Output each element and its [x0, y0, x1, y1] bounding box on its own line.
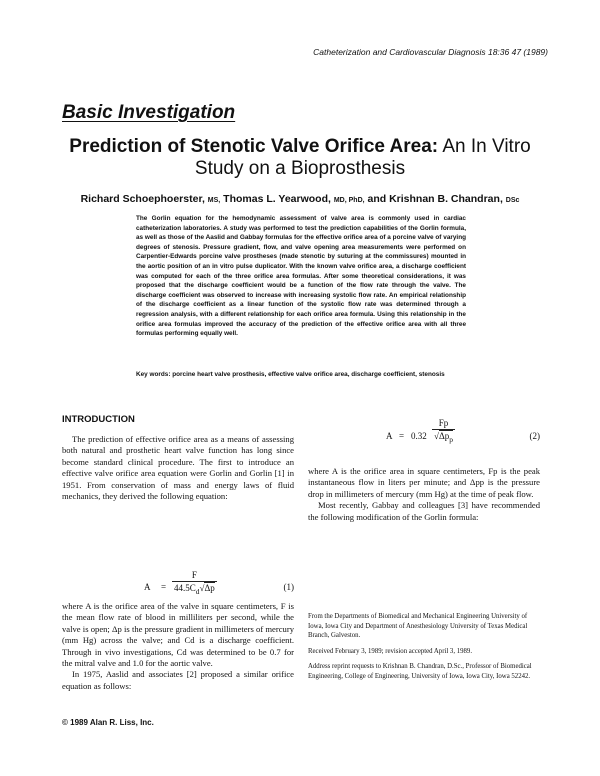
equation-lhs: A: [144, 582, 151, 592]
author-name: Thomas L. Yearwood,: [223, 193, 331, 205]
body-paragraph: The prediction of effective orifice area as a means of assessing both natural and prosthetic heart valve function has long since become standard clinical procedure. The first to introduce an effective valve orifice area equation were Gorlin and Gorlin [1] in 1951. From conservation of mass and energy laws of fluid mechanics, they derived the following equation:: [62, 434, 294, 502]
equation-denominator: $44.5C_d√\Delta p$: [174, 583, 215, 596]
equation-fraction: [172, 570, 217, 596]
copyright-notice: © 1989 Alan R. Liss, Inc.: [62, 718, 154, 727]
equation-fraction: [432, 418, 455, 444]
body-paragraph: where A is the orifice area in square centimeters, Fp is the peak instantaneous flow in liters per minute; and Δpp is the pressure drop in millimeters of mercury (mm Hg) at the time of peak flow.: [308, 466, 540, 499]
intro-column-right: [308, 466, 540, 523]
footnote-reprint: Address reprint requests to Krishnan B. Chandran, D.Sc., Professor of Biomedical Engineering, College of Engineering, University of Iowa, Iowa City, Iowa 52242.: [308, 663, 532, 680]
author-name: Krishnan B. Chandran,: [389, 193, 503, 205]
author-name: Richard Schoephoerster,: [80, 193, 205, 205]
article-title: [40, 136, 560, 180]
footnotes: [308, 612, 540, 688]
equation-lhs: A: [386, 431, 393, 441]
keywords: Key words: porcine heart valve prosthesis, effective valve orifice area, discharge coefficient, stenosis: [136, 371, 445, 378]
equation-numerator: F: [191, 570, 197, 580]
author-conjunction: and: [367, 193, 387, 205]
body-paragraph: Most recently, Gabbay and colleagues [3] have recommended the following modification of the Gorlin formula:: [308, 500, 540, 522]
body-paragraph: In 1975, Aaslid and associates [2] proposed a similar orifice equation as follows:: [62, 669, 294, 691]
title-bold-part: Prediction of Stenotic Valve Orifice Area:: [69, 136, 439, 157]
body-paragraph: where A is the orifice area of the valve in square centimeters, F is the mean flow rate of blood in milliliters per second, while the valve is open; Δp is the pressure gradient in millimeters of mercury (mm Hg) across the valve; and Cd is a discharge coefficient. Through in vivo investigations, Cd was determined to be 0.7 for the mitral valve and 1.0 for the aortic valve.: [62, 601, 294, 669]
equation-number: (2): [529, 431, 540, 441]
abstract: The Gorlin equation for the hemodynamic assessment of valve area is commonly used in cardiac catheterization laboratories. A study was performed to test the prediction capabilities of the Gorlin formula, as well as those of the Aaslid and Gabbay formulas for the effective orifice area of a porcine valve of varying degrees of stenosis. Pressure gradient, flow, and valve opening area measurements were performed on Carpentier-Edwards porcine valve prostheses (made stenotic by suturing at the commissures) mounted in the aortic position of an in vitro pulse duplicator. With the known valve orifice area, a discharge coefficient was computed for each of the three orifice area formulas. After some theoretical considerations, it was proposed that the discharge coefficient would be a function of the flow rate through the valve. The discharge coefficient was observed to increase with increasing systolic flow rate. An empirical relationship of the discharge coefficient as a linear function of the systolic flow rate was determined through a regression analysis, with a different relationship for each orifice area formula. Using this relationship in the orifice area formulas improved the accuracy of the prediction of the effective orifice area with all three formulas performing equally well.: [136, 215, 466, 338]
equation-1: A = $\frac{F}{44.5C_d√\Delta p}$ (1): [144, 570, 294, 596]
intro-column-left-bottom: [62, 601, 294, 692]
footnote-affiliation: From the Departments of Biomedical and Mechanical Engineering University of Iowa, Iowa City and Department of Anesthesiology University of Texas Medical Branch, Galveston.: [308, 613, 528, 640]
author-degree: MS,: [207, 197, 221, 204]
equation-2: A = 0.32 Fp $√\Delta p_p$ (2): [386, 418, 540, 444]
author-degree: MD, PhD,: [333, 197, 365, 204]
section-heading-introduction: INTRODUCTION: [62, 414, 135, 425]
equation-numerator: Fp: [438, 418, 449, 428]
title-rest: An In Vitro: [442, 136, 531, 157]
equation-coefficient: 0.32: [411, 431, 427, 441]
author-degree: DSc: [505, 197, 520, 204]
equation-denominator: $√\Delta p_p$: [434, 431, 453, 444]
section-label: Basic Investigation: [62, 102, 236, 123]
running-head: Catheterization and Cardiovascular Diagnosis 18:36 47 (1989): [313, 47, 548, 57]
title-line2: Study on a Bioprosthesis: [194, 158, 406, 179]
equation-number: (1): [283, 582, 294, 592]
footnote-received: Received February 3, 1989; revision accepted April 3, 1989.: [308, 647, 473, 655]
author-list: [40, 193, 560, 205]
intro-column-left-top: [62, 434, 294, 502]
